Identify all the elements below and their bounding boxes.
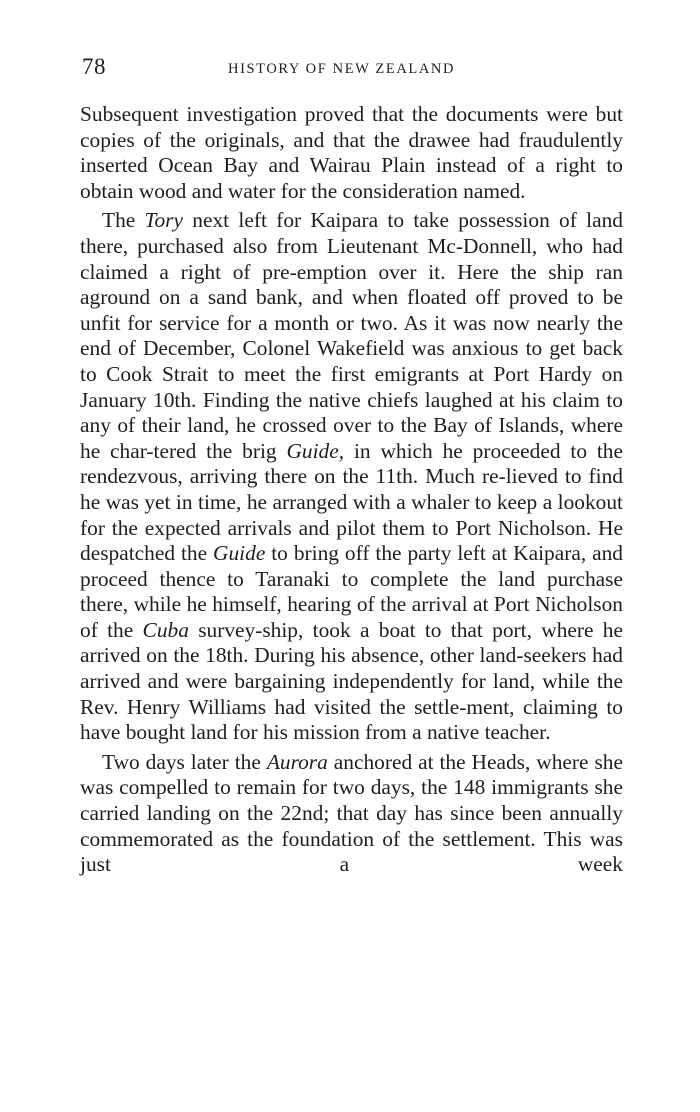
paragraph [80, 750, 623, 878]
text-segment: anchored at the Heads, where she was compelled to remain for two days, the 148 immigrants she carried landing on the 22nd; that day has since been annually commemorated as the foundation of the settlement. This was just a week [80, 749, 623, 877]
body-text [80, 102, 623, 878]
text-segment: The [102, 208, 145, 233]
italic-text: Guide [213, 541, 266, 566]
text-segment: next left for Kaipara to take possession of land there, purchased also from Lieutenant Mc-Donnell, who had claimed a right of pre-emption over it. Here the ship ran aground on a sand bank, and when floated off proved to be unfit for service for a month or two. As it was now nearly the end of December, Colonel Wakefield was anxious to get back to Cook Strait to meet the first emigrants at Port Hardy on January 10th. Finding the native chiefs laughed at his claim to any of their land, he crossed over to the Bay of Islands, where he char-tered the brig [80, 208, 623, 463]
text-segment: to bring off the party left at Kaipara, and proceed thence to Taranaki to complete the land purchase there, while he himself, hearing of the arrival at Port Nicholson of the [80, 541, 623, 642]
italic-text: Aurora [266, 749, 328, 774]
italic-text: Cuba [142, 617, 189, 642]
text-segment: Two days later the [102, 749, 267, 774]
italic-text: Guide, [286, 438, 345, 463]
page-header [82, 54, 622, 84]
running-head: HISTORY OF NEW ZEALAND [228, 61, 456, 77]
text-segment: Subsequent investigation proved that the documents were but copies of the originals, and that the drawee had fraudulently inserted Ocean Bay and Wairau Plain instead of a right to obtain wood and water for the consideration named. [80, 102, 623, 203]
text-segment: survey-ship, took a boat to that port, where he arrived on the 18th. During his absence, other land-seekers had arrived and were bargaining independently for land, while the Rev. Henry Williams had visited the settle-ment, claiming to have bought land for his mission from a native teacher. [80, 617, 623, 745]
page-number: 78 [82, 54, 106, 79]
italic-text: Tory [144, 208, 183, 233]
text-segment: in which he proceeded to the rendezvous, arriving there on the 11th. Much re-lieved to find he was yet in time, he arranged with a whaler to keep a lookout for the expected arrivals and pilot them to Port Nicholson. He despatched the [80, 438, 624, 566]
paragraph [80, 208, 623, 745]
paragraph [80, 102, 623, 204]
